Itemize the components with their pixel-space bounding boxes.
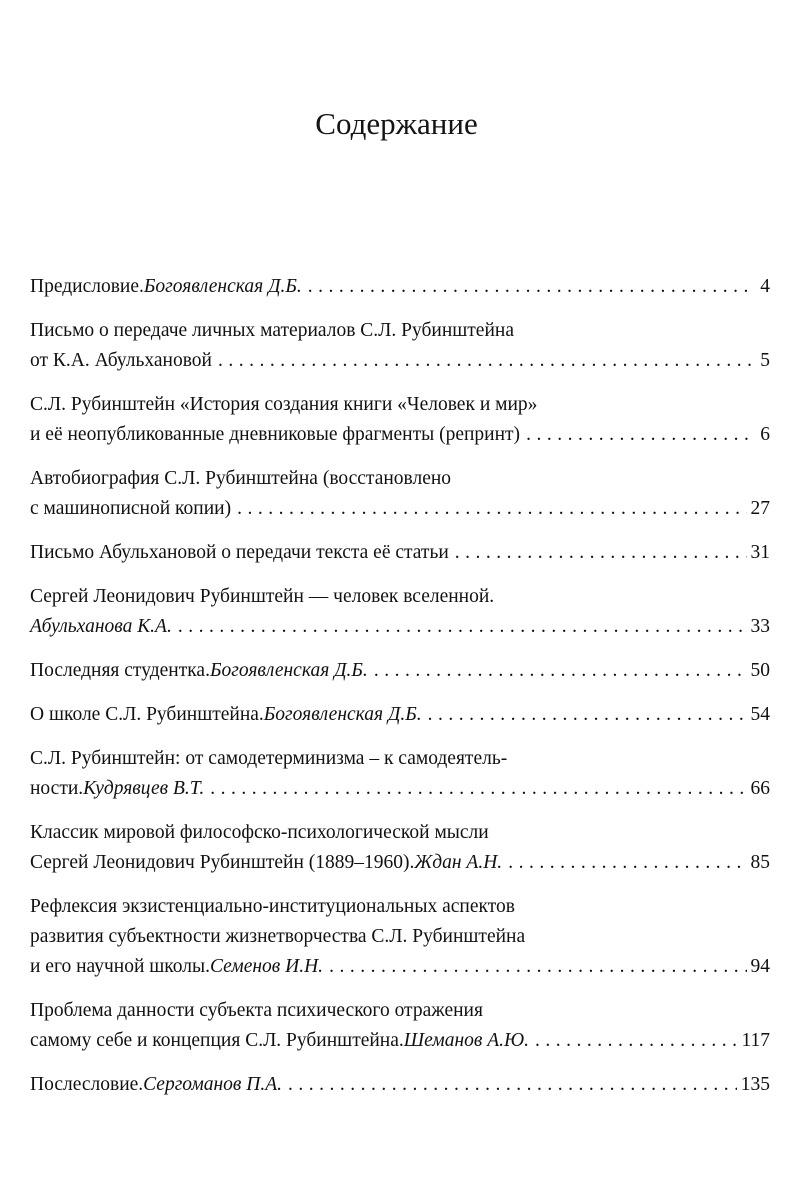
toc-entry-title: Проблема данности субъекта психического отражения (30, 1000, 483, 1021)
toc-entry-title: С.Л. Рубинштейн «История создания книги «Человек и мир» (30, 394, 538, 415)
dot-leader (535, 1026, 737, 1056)
toc-entry-title: и её неопубликованные дневниковые фрагменты (репринт) (30, 424, 521, 445)
toc-entry-page-number: 27 (750, 498, 770, 519)
toc-entry-line (30, 774, 770, 804)
toc-entry-line (30, 892, 770, 922)
toc-entry-author: Кудрявцев В.Т. (83, 778, 205, 799)
toc-entry-title: самому себе и концепция С.Л. Рубинштейна. (30, 1030, 404, 1051)
toc-entry-title: Последняя студентка. (30, 660, 210, 681)
toc-entry-line (30, 656, 770, 686)
toc-entry-title: Сергей Леонидович Рубинштейн — человек вселенной. (30, 586, 495, 607)
toc-entry-line (30, 272, 770, 302)
toc-entry (30, 818, 770, 878)
dot-leader (428, 700, 747, 730)
toc-entry-title: Автобиография С.Л. Рубинштейна (восстановлено (30, 468, 452, 489)
toc-entry-page-number: 4 (760, 276, 770, 297)
table-of-contents (30, 272, 770, 1114)
toc-entry (30, 1070, 770, 1100)
toc-entry-title: Сергей Леонидович Рубинштейн (1889–1960). (30, 852, 415, 873)
toc-entry-title: С.Л. Рубинштейн: от самодетерминизма – к самодеятель- (30, 748, 508, 769)
toc-entry-title: Письмо о передаче личных материалов С.Л. Рубинштейна (30, 320, 514, 341)
toc-entry-page-number: 117 (741, 1030, 770, 1051)
toc-entry (30, 464, 770, 524)
toc-entry-page-number: 6 (760, 424, 770, 445)
toc-entry-line (30, 464, 770, 494)
dot-leader (308, 272, 752, 302)
dot-leader (218, 346, 752, 376)
toc-entry-line (30, 316, 770, 346)
toc-entry-title: и его научной школы. (30, 956, 210, 977)
toc-entry (30, 582, 770, 642)
toc-entry-line (30, 996, 770, 1026)
toc-entry-line (30, 952, 770, 982)
toc-entry-line (30, 582, 770, 612)
toc-entry-author: Семенов И.Н. (209, 956, 324, 977)
toc-entry-author: Ждан А.Н. (414, 852, 503, 873)
dot-leader (508, 848, 746, 878)
toc-entry-line (30, 612, 770, 642)
toc-entry-line (30, 1026, 770, 1056)
toc-entry-author: Богоявленская Д.Б. (143, 276, 302, 297)
dot-leader (178, 612, 747, 642)
toc-entry-line (30, 1070, 770, 1100)
toc-entry-line (30, 420, 770, 450)
toc-entry (30, 272, 770, 302)
toc-entry-title: Предисловие. (30, 276, 144, 297)
toc-entry-title: от К.А. Абульхановой (30, 350, 212, 371)
toc-entry-line (30, 744, 770, 774)
dot-leader (455, 538, 747, 568)
toc-entry-author: Абульханова К.А. (30, 616, 172, 637)
dot-leader (526, 420, 752, 450)
toc-entry-line (30, 346, 770, 376)
dot-leader (288, 1070, 737, 1100)
toc-entry (30, 744, 770, 804)
toc-entry-line (30, 494, 770, 524)
toc-entry-title: с машинописной копии) (30, 498, 232, 519)
toc-entry (30, 538, 770, 568)
toc-entry-author: Богоявленская Д.Б. (209, 660, 368, 681)
toc-entry (30, 700, 770, 730)
toc-entry-page-number: 85 (750, 852, 770, 873)
toc-entry (30, 656, 770, 686)
dot-leader (329, 952, 746, 982)
toc-entry-line (30, 538, 770, 568)
toc-entry-line (30, 848, 770, 878)
toc-entry-page-number: 5 (760, 350, 770, 371)
dot-leader (237, 494, 746, 524)
toc-entry-line (30, 390, 770, 420)
toc-entry (30, 996, 770, 1056)
toc-entry-page-number: 94 (750, 956, 770, 977)
toc-entry-title: Рефлексия экзистенциально-институциональных аспектов (30, 896, 515, 917)
toc-entry-title: Послесловие. (30, 1074, 144, 1095)
toc-entry-title: Письмо Абульхановой о передачи текста её статьи (30, 542, 449, 563)
page-title: Содержание (315, 106, 478, 141)
toc-entry (30, 390, 770, 450)
toc-entry-author: Шеманов А.Ю. (403, 1030, 530, 1051)
toc-entry-line (30, 922, 770, 952)
dot-leader (210, 774, 746, 804)
toc-entry (30, 316, 770, 376)
dot-leader (374, 656, 747, 686)
toc-entry-title: развития субъектности жизнетворчества С.Л. Рубинштейна (30, 926, 526, 947)
toc-entry-page-number: 33 (750, 616, 770, 637)
toc-entry-author: Богоявленская Д.Б. (263, 704, 422, 725)
toc-entry-line (30, 818, 770, 848)
toc-entry-line (30, 700, 770, 730)
toc-entry-page-number: 31 (750, 542, 770, 563)
toc-entry-title: Классик мировой философско-психологической мысли (30, 822, 489, 843)
toc-entry-title: ности. (30, 778, 84, 799)
toc-entry-title: О школе С.Л. Рубинштейна. (30, 704, 264, 725)
toc-entry-page-number: 66 (750, 778, 770, 799)
toc-entry (30, 892, 770, 982)
toc-entry-author: Сергоманов П.А. (143, 1074, 283, 1095)
toc-entry-page-number: 135 (740, 1074, 770, 1095)
toc-entry-page-number: 50 (750, 660, 770, 681)
toc-entry-page-number: 54 (750, 704, 770, 725)
